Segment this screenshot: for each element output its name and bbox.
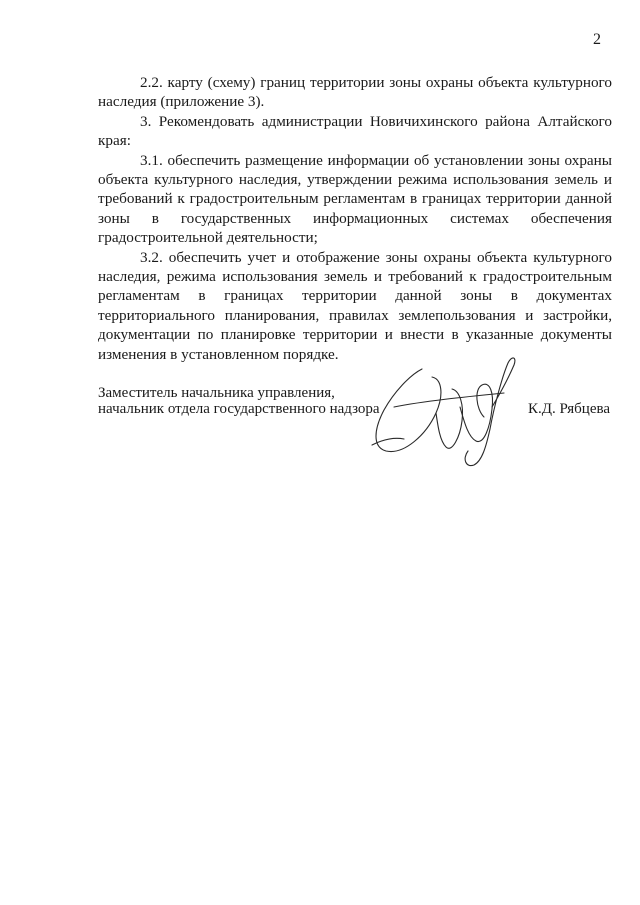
signature-block: [98, 385, 612, 417]
paragraph-3: 3. Рекомендовать администрации Новичихинского района Алтайского края:: [98, 112, 612, 150]
handwritten-signature: [364, 347, 524, 472]
paragraph-3-1: 3.1. обеспечить размещение информации об установлении зоны охраны объекта культурного наследия, утверждении режима использования земель и требований к градостроительным регламентам в границах территории данной зоны в государственных информационных системах обеспечения градостроительной деятельности;: [98, 151, 612, 247]
paragraph-3-2: 3.2. обеспечить учет и отображение зоны охраны объекта культурного наследия, режима использования земель и требований к градостроительным регламентам в границах территории данной зоны в документах территориального планирования, правилах землепользования и застройки, документации по планировке территории и внести в указанные документы изменения в установленном порядке.: [98, 248, 612, 363]
signer-title-line-2: начальник отдела государственного надзора: [98, 401, 380, 417]
document-body: [98, 73, 612, 364]
paragraph-2-2: 2.2. карту (схему) границ территории зоны охраны объекта культурного наследия (приложение 3).: [98, 74, 612, 111]
signer-title-line-1: Заместитель начальника управления,: [98, 385, 335, 401]
signer-name: К.Д. Рябцева: [528, 401, 611, 417]
page-number: 2: [593, 31, 601, 48]
